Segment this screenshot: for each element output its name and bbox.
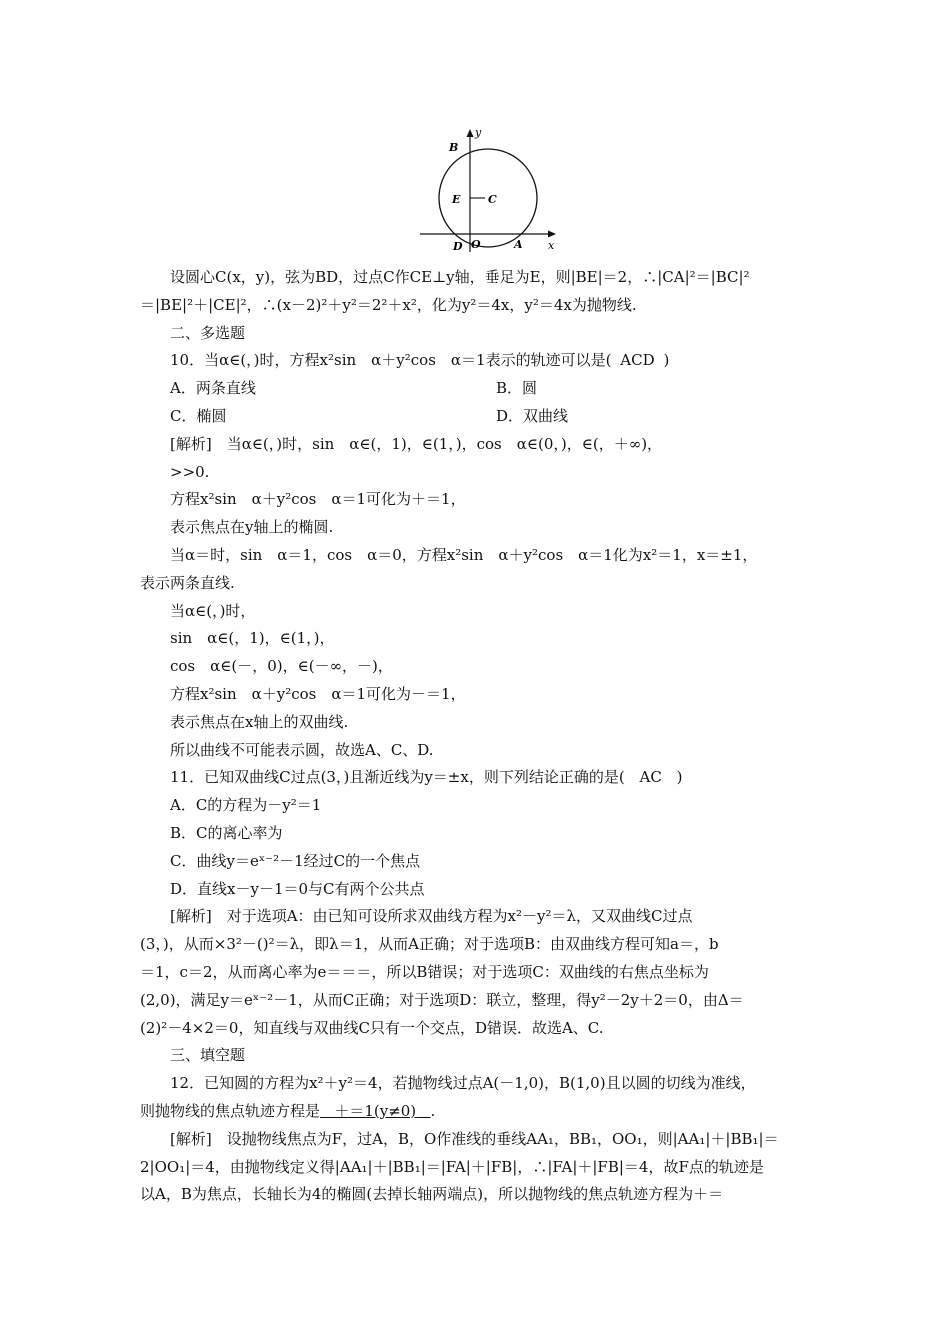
question-12: 12．已知圆的方程为x²＋y²＝4，若抛物线过点A(－1,0)，B(1,0)且以圆的切线为准线， bbox=[170, 1074, 756, 1093]
text-line: ＝1，c＝2，从而离心率为e＝＝＝，所以B错误；对于选项C：双曲线的右焦点坐标为 bbox=[140, 962, 709, 981]
label-e: E bbox=[452, 193, 461, 206]
text-line: cos α∈(－，0)，∈(－∞，－)， bbox=[170, 657, 393, 676]
section-heading-multi-choice: 二、多选题 bbox=[170, 323, 246, 342]
section-heading-fill-blank: 三、填空题 bbox=[170, 1046, 246, 1065]
option-c: C．椭圆 bbox=[170, 406, 227, 425]
question-11-answer: AC bbox=[639, 768, 662, 787]
question-12-answer-text: ＋＝1(y≠0) bbox=[334, 1101, 417, 1120]
option-b: B．C的离心率为 bbox=[170, 823, 283, 842]
label-o: O bbox=[471, 238, 481, 251]
question-12-blank-line bbox=[140, 1098, 820, 1126]
text-line: 表示两条直线. bbox=[140, 573, 235, 592]
text-line: 所以曲线不可能表示圆，故选A、C、D. bbox=[170, 740, 434, 759]
text-line: 2|OO₁|＝4，由抛物线定义得|AA₁|＋|BB₁|＝|FA|＋|FB|，∴|FA|＋|FB|＝4，故F点的轨迹是 bbox=[140, 1157, 764, 1176]
label-x: x bbox=[548, 239, 555, 252]
question-12-answer bbox=[320, 1102, 430, 1120]
label-d: D bbox=[453, 240, 463, 253]
x-axis-arrow bbox=[548, 231, 556, 238]
label-b: B bbox=[449, 141, 459, 154]
option-c: C．曲线y＝eˣ⁻²－1经过C的一个焦点 bbox=[170, 851, 421, 870]
question-10-options-ab bbox=[140, 375, 820, 403]
solution-text bbox=[140, 264, 820, 1209]
text-line: [解析] 对于选项A：由已知可设所求双曲线方程为x²－y²＝λ，又双曲线C过点 bbox=[170, 907, 693, 926]
option-d: D．直线x－y－1＝0与C有两个公共点 bbox=[170, 879, 425, 898]
text-line: ＝|BE|²＋|CE|²，∴(x－2)²＋y²＝2²＋x²，化为y²＝4x，y²＝4x为抛物线. bbox=[140, 295, 637, 314]
question-11-close: ) bbox=[676, 768, 683, 787]
text-line: 表示焦点在y轴上的椭圆. bbox=[170, 518, 334, 537]
text-line: (2,0)，满足y＝eˣ⁻²－1，从而C正确；对于选项D：联立，整理，得y²－2y＋2＝0，由Δ＝ bbox=[140, 990, 744, 1009]
question-10-close: ) bbox=[663, 351, 670, 370]
question-12-stem: 则抛物线的焦点轨迹方程是 bbox=[140, 1101, 321, 1120]
option-d: D．双曲线 bbox=[496, 406, 569, 425]
question-10 bbox=[140, 347, 820, 375]
label-a: A bbox=[514, 238, 523, 251]
option-a: A．两条直线 bbox=[170, 379, 256, 398]
text-line: 方程x²sin α＋y²cos α＝1可化为＋＝1， bbox=[170, 490, 466, 509]
option-a: A．C的方程为－y²＝1 bbox=[170, 796, 322, 815]
question-11-stem: 11．已知双曲线C过点(3，)且渐近线为y＝±x，则下列结论正确的是( bbox=[170, 768, 625, 787]
text-line: 设圆心C(x，y)，弦为BD，过点C作CE⊥y轴，垂足为E，则|BE|＝2，∴|CA|²＝|BC|² bbox=[170, 268, 750, 286]
text-line: (3，)，从而×3²－()²＝λ，即λ＝1，从而A正确；对于选项B：由双曲线方程可知a＝，b bbox=[140, 935, 719, 954]
text-line: [解析] 当α∈(，)时，sin α∈(，1)，∈(1，)，cos α∈(0，)，∈(，＋∞)， bbox=[170, 434, 663, 453]
text-line: 当α＝时，sin α＝1，cos α＝0，方程x²sin α＋y²cos α＝1化为x²＝1，x＝±1， bbox=[170, 545, 758, 564]
text-line: [解析] 设抛物线焦点为F，过A，B，O作准线的垂线AA₁，BB₁，OO₁，则|AA₁|＋|BB₁|＝ bbox=[170, 1129, 779, 1148]
question-10-answer: ACD bbox=[620, 351, 655, 370]
text-line: 表示焦点在x轴上的双曲线. bbox=[170, 712, 349, 731]
text-line: sin α∈(，1)，∈(1，)， bbox=[170, 629, 335, 648]
question-12-end: . bbox=[430, 1101, 436, 1120]
question-10-options-cd bbox=[140, 403, 820, 431]
text-line: (2)²－4×2＝0，知直线与双曲线C只有一个交点，D错误．故选A、C. bbox=[140, 1018, 604, 1037]
text-line: 方程x²sin α＋y²cos α＝1可化为－＝1， bbox=[170, 684, 466, 703]
option-b: B．圆 bbox=[496, 379, 538, 398]
y-axis-arrow bbox=[467, 129, 474, 137]
question-10-stem: 10．当α∈(，)时，方程x²sin α＋y²cos α＝1表示的轨迹可以是( bbox=[170, 351, 612, 370]
label-c: C bbox=[488, 193, 497, 206]
question-11 bbox=[140, 764, 820, 792]
text-line: >>0. bbox=[170, 462, 210, 481]
text-line: 当α∈(，)时， bbox=[170, 601, 256, 620]
text-line: 以A，B为焦点，长轴长为4的椭圆(去掉长轴两端点)，所以抛物线的焦点轨迹方程为＋＝ bbox=[140, 1185, 724, 1204]
label-y: y bbox=[475, 126, 482, 139]
circle-diagram bbox=[415, 124, 565, 254]
